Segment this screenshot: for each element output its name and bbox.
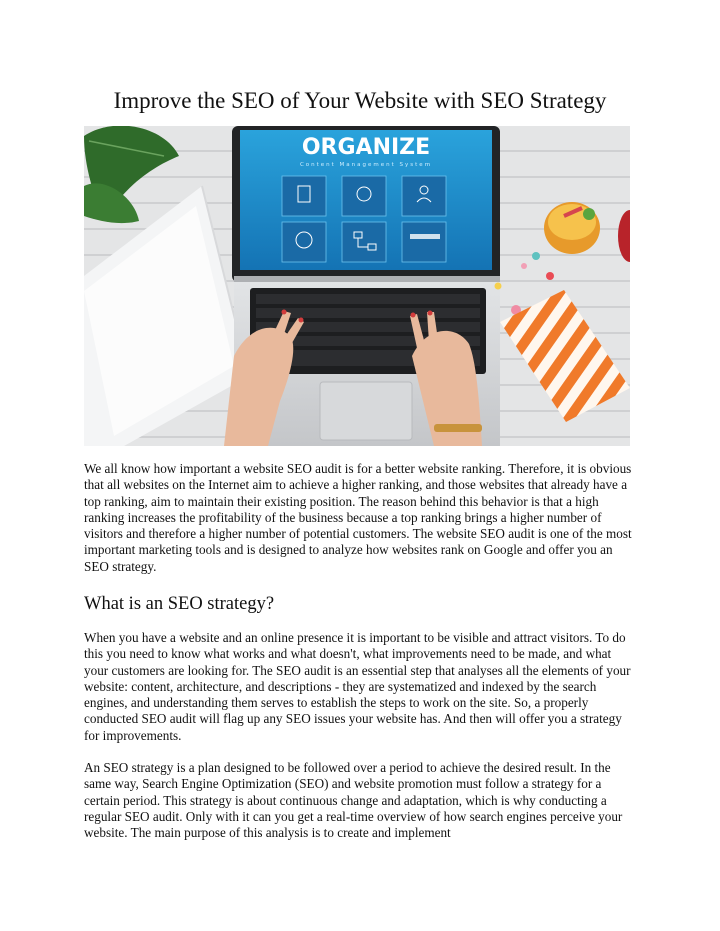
tile-1 bbox=[282, 176, 326, 216]
paragraph-3: An SEO strategy is a plan designed to be followed over a period to achieve the desired result. In the same way, Search Engine Optimization (SEO) and website promotion must follow a strategy for a certain period. This strategy is about continuous change and adaptation, which is why conducting a regular SEO audit. Only with it can you get a real-time overview of how search engines perceive your website. The main purpose of this analysis is to create and implement bbox=[84, 760, 623, 841]
screen-heading: ORGANIZE bbox=[301, 135, 431, 160]
tile-4 bbox=[282, 222, 326, 262]
dropdown-icon bbox=[410, 234, 440, 239]
trackpad bbox=[320, 382, 412, 440]
tile-5 bbox=[342, 222, 386, 262]
document-title: Improve the SEO of Your Website with SEO Strategy bbox=[113, 88, 607, 113]
hero-image bbox=[84, 126, 630, 446]
tile-2 bbox=[342, 176, 386, 216]
paragraph-1: We all know how important a website SEO audit is for a better website ranking. Therefore, it is obvious that all websites on the Internet aim to achieve a higher ranking, and those websites that already have a top ranking, aim to maintain their existing position. The reason behind this behavior is that a high ranking increases the profitability of the business because a top ranking brings a higher number of visitors and therefore a higher number of potential customers. The website SEO audit is one of the most important marketing tools and is designed to analyze how websites rank on Google and offer you an SEO strategy. bbox=[84, 461, 632, 574]
screen-subheading: Content Management System bbox=[299, 162, 433, 168]
drink-icon bbox=[544, 202, 600, 254]
section-heading: What is an SEO strategy? bbox=[84, 594, 275, 614]
tile-3 bbox=[402, 176, 446, 216]
tile-6 bbox=[402, 222, 446, 262]
paragraph-2: When you have a website and an online presence it is important to be visible and attract visitors. To do this you need to know what works and what doesn't, what improvements need to be made, and what your customers are looking for. The SEO audit is an essential step that analyses all the elements of your website: content, architecture, and descriptions - they are systematized and indexed by the search engines, and understanding them serves to establish the steps to work on the site. So, a properly conducted SEO audit will flag up any SEO issues your website has. And then will offer you a strategy for improvements. bbox=[84, 630, 631, 743]
laptop-screen bbox=[232, 126, 500, 282]
